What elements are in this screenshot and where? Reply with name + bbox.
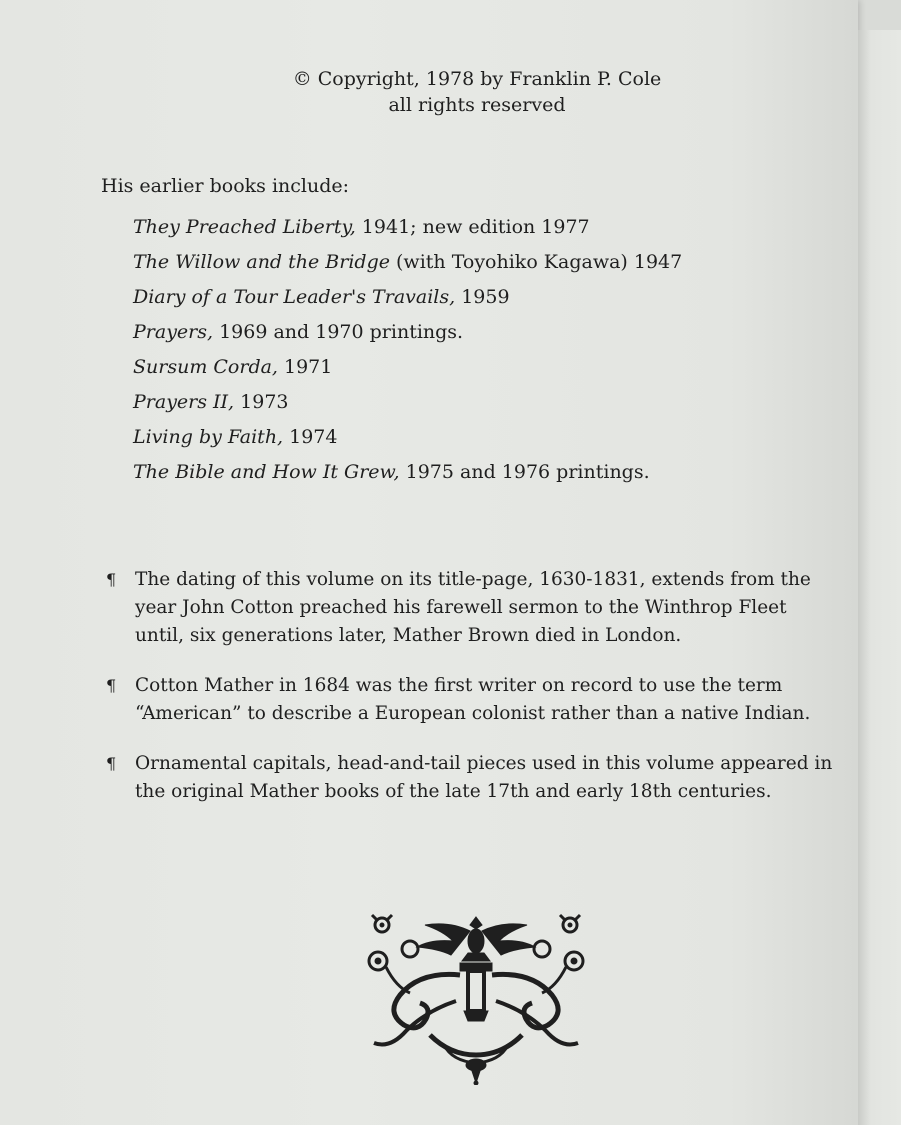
note-text: Cotton Mather in 1684 was the first writer on record to use the term “American” to describe a European colonist rather than a native Indian. bbox=[135, 675, 811, 724]
book-detail: 1969 and 1970 printings. bbox=[213, 321, 464, 343]
book-item bbox=[133, 350, 682, 385]
book-title: The Bible and How It Grew, bbox=[133, 461, 400, 483]
earlier-books-heading: His earlier books include: bbox=[101, 175, 350, 197]
pilcrow-icon: ¶ bbox=[106, 754, 117, 773]
note-text: The dating of this volume on its title-page, 1630-1831, extends from the year John Cotton preached his farewell sermon to the Winthrop Fleet until, six generations later, Mather Brown died in London. bbox=[135, 569, 811, 646]
note-text: Ornamental capitals, head-and-tail pieces used in this volume appeared in the original Mather books of the late 17th and early 18th centuries. bbox=[135, 753, 833, 802]
book-item bbox=[133, 280, 682, 315]
note-paragraph bbox=[106, 750, 836, 806]
earlier-books-list bbox=[133, 210, 682, 490]
book-detail: 1975 and 1976 printings. bbox=[399, 461, 650, 483]
book-title: Prayers II, bbox=[133, 391, 235, 413]
copyright-block bbox=[0, 66, 858, 118]
copyright-line: © Copyright, 1978 by Franklin P. Cole bbox=[292, 68, 662, 90]
book-detail: 1974 bbox=[283, 426, 338, 448]
book-item bbox=[133, 315, 682, 350]
book-title: Living by Faith, bbox=[133, 426, 284, 448]
pilcrow-icon: ¶ bbox=[106, 676, 117, 695]
book-item bbox=[133, 245, 682, 280]
book-title: Diary of a Tour Leader's Travails, bbox=[133, 286, 456, 308]
adjacent-page-edge bbox=[858, 30, 901, 1125]
book-title: Sursum Corda, bbox=[133, 356, 278, 378]
ornament-tailpiece-icon bbox=[360, 905, 592, 1085]
book-item bbox=[133, 210, 682, 245]
pilcrow-icon: ¶ bbox=[106, 570, 117, 589]
book-title: Prayers, bbox=[133, 321, 214, 343]
book-detail: 1941; new edition 1977 bbox=[355, 216, 590, 238]
book-item bbox=[133, 420, 682, 455]
book-detail: 1971 bbox=[277, 356, 333, 378]
book-title: They Preached Liberty, bbox=[133, 216, 356, 238]
rights-line: all rights reserved bbox=[388, 94, 566, 116]
book-detail: 1973 bbox=[234, 391, 289, 413]
notes-section bbox=[106, 566, 836, 828]
book-item bbox=[133, 385, 682, 420]
book-item bbox=[133, 455, 682, 490]
book-detail: 1959 bbox=[455, 286, 510, 308]
note-paragraph bbox=[106, 566, 836, 650]
book-detail: (with Toyohiko Kagawa) 1947 bbox=[389, 251, 683, 273]
book-title: The Willow and the Bridge bbox=[133, 251, 390, 273]
note-paragraph bbox=[106, 672, 836, 728]
